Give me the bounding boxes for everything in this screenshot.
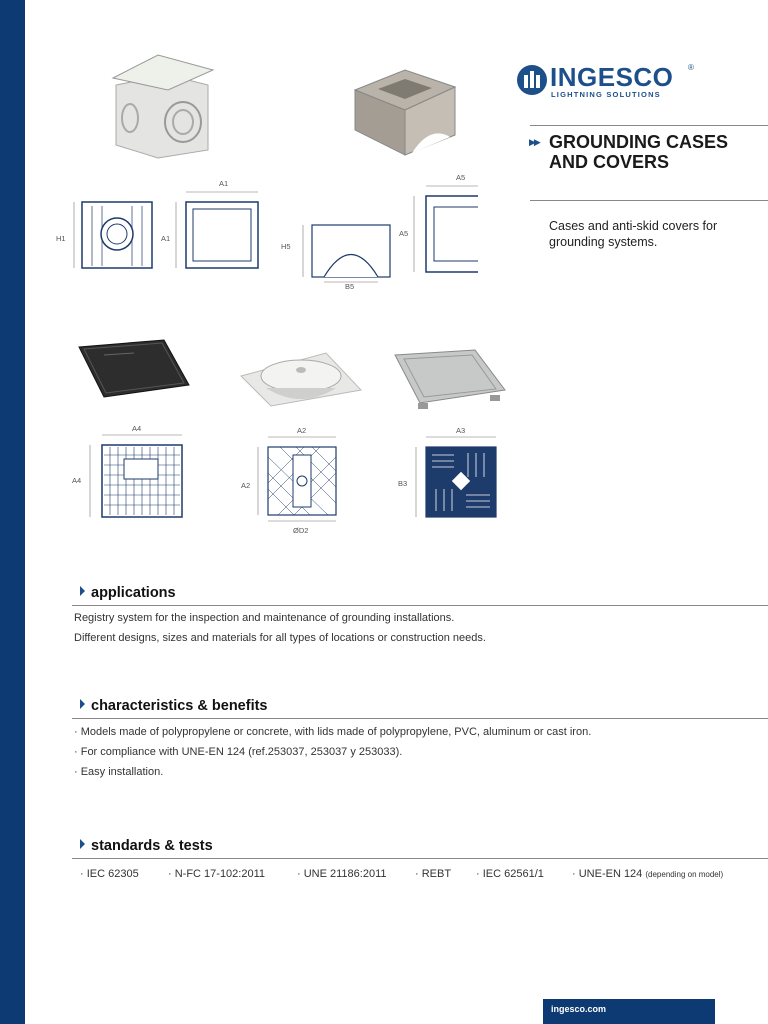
applications-rule	[72, 605, 768, 606]
label-b5: B5	[345, 282, 355, 291]
standard-item: · N-FC 17-102:2011	[168, 868, 266, 880]
concrete-case-image	[350, 65, 460, 160]
cast-iron-cover-image	[74, 335, 194, 405]
logo-mark-icon	[516, 64, 548, 96]
title-rule-bottom	[530, 200, 768, 201]
brand-logo	[516, 62, 696, 100]
characteristics-bullet-1: · Models made of polypropylene or concrete, with lids made of polypropylene, PVC, aluminum or cast iron.	[74, 726, 592, 738]
page-title: GROUNDING CASES AND COVERS	[549, 132, 729, 172]
cast-iron-dimension-diagram	[72, 425, 212, 525]
brand-tagline: LIGHTNING SOLUTIONS	[551, 90, 661, 99]
intro-text: Cases and anti-skid covers for grounding systems.	[549, 219, 718, 249]
label-d2: ØD2	[293, 526, 309, 535]
concrete-dimension-diagram	[278, 172, 478, 292]
standard-item: · REBT	[415, 868, 452, 880]
label-h1: H1	[56, 234, 66, 243]
label-b3: B3	[398, 479, 408, 488]
standard-note: (depending on model)	[645, 870, 724, 879]
polypropylene-dimension-diagram	[238, 425, 358, 540]
label-a1-top: A1	[219, 179, 229, 188]
label-a2-side: A2	[241, 481, 251, 490]
characteristics-bullet-3: · Easy installation.	[74, 766, 164, 778]
case-dimension-diagram	[54, 178, 264, 278]
polypropylene-case-image	[108, 50, 218, 160]
label-h5: H5	[281, 242, 291, 251]
characteristics-bullet-2: · For compliance with UNE-EN 124 (ref.253037, 253037 y 253033).	[74, 746, 403, 758]
label-a4-top: A4	[132, 425, 142, 433]
footer-bar	[543, 999, 715, 1024]
polypropylene-cover-image	[236, 348, 366, 418]
brand-name: INGESCO	[550, 62, 674, 92]
aluminum-cover-image	[390, 345, 510, 415]
label-a5-top: A5	[456, 173, 466, 182]
footer-website-link[interactable]: ingesco.com	[551, 1004, 607, 1014]
label-a2-top: A2	[297, 426, 307, 435]
characteristics-rule	[72, 718, 768, 719]
characteristics-heading: characteristics & benefits	[80, 698, 268, 714]
brand-registered: ®	[688, 63, 694, 72]
aluminum-dimension-diagram	[396, 425, 516, 525]
applications-heading: applications	[80, 585, 176, 601]
sidebar-band	[0, 0, 25, 1024]
label-a1-side: A1	[161, 234, 171, 243]
label-a3: A3	[456, 426, 466, 435]
applications-line-2: Different designs, sizes and materials for all types of locations or construction needs.	[74, 632, 486, 644]
applications-line-1: Registry system for the inspection and maintenance of grounding installations.	[74, 612, 455, 624]
title-rule-top	[530, 125, 768, 126]
standard-item: · UNE-EN 124	[572, 868, 643, 880]
caret-right-icon	[80, 699, 85, 709]
standards-rule	[72, 858, 768, 859]
standard-item-last	[572, 868, 723, 880]
title-marker-icon: ▶▶	[529, 137, 539, 147]
standards-heading: standards & tests	[80, 838, 213, 854]
label-a4-side: A4	[72, 476, 82, 485]
label-a5-side: A5	[399, 229, 409, 238]
standard-item: · UNE 21186:2011	[297, 868, 387, 880]
standard-item: · IEC 62305	[80, 868, 139, 880]
caret-right-icon	[80, 839, 85, 849]
standard-item: · IEC 62561/1	[476, 868, 544, 880]
caret-right-icon	[80, 586, 85, 596]
